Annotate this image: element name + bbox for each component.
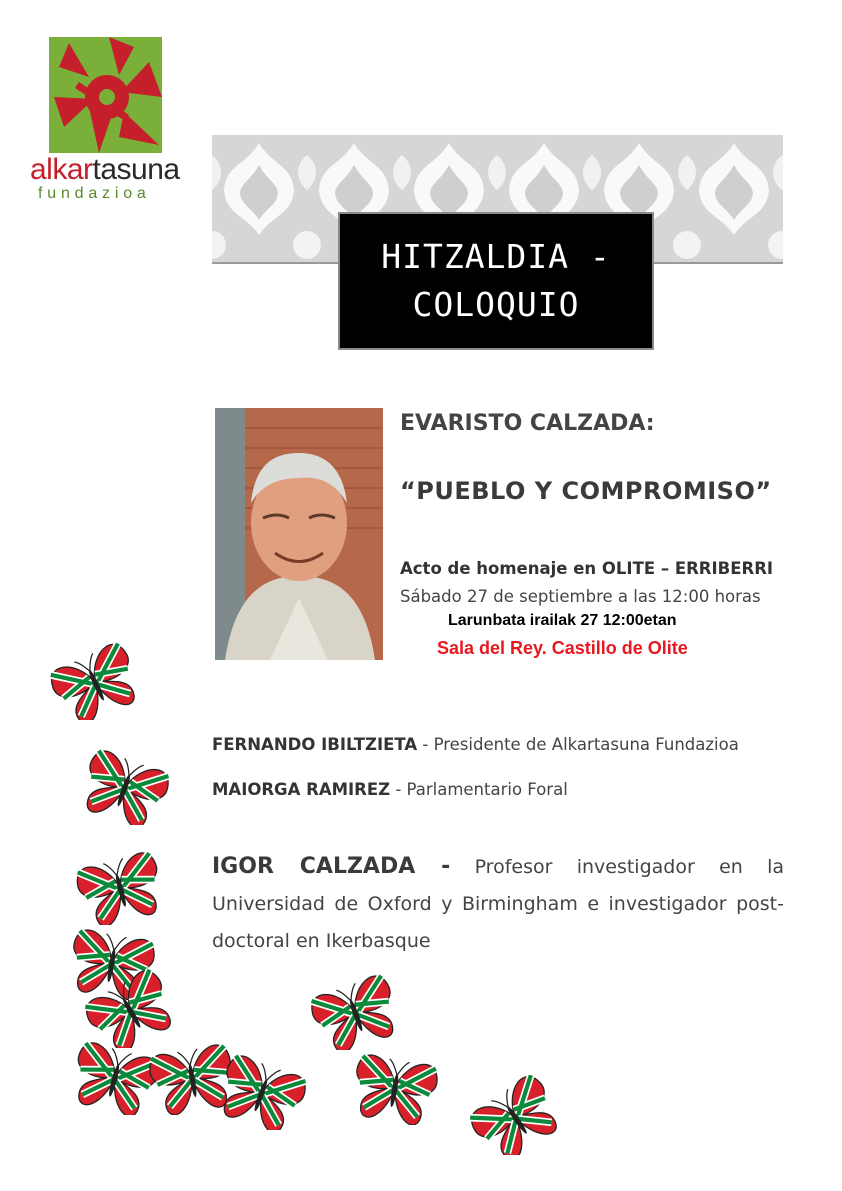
participant-1 <box>212 735 739 754</box>
title-box <box>338 212 654 350</box>
talk-title: “PUEBLO Y COMPROMISO” <box>400 477 772 505</box>
logo-word-part2: tasuna <box>92 153 180 186</box>
logo-emblem <box>49 37 162 153</box>
event-date-eu: Larunbata irailak 27 12:00etan <box>448 612 677 629</box>
butterfly-icon <box>75 745 175 825</box>
speaker-name: EVARISTO CALZADA: <box>400 411 655 436</box>
participant-3 <box>212 848 784 960</box>
participant-name: FERNANDO IBILTZIETA <box>212 735 418 754</box>
title-line1: HITZALDIA - <box>381 237 611 276</box>
event-date-es: Sábado 27 de septiembre a las 12:00 horas <box>400 587 761 606</box>
logo-wordmark <box>30 155 180 185</box>
butterfly-icon <box>45 640 145 720</box>
logo-word-part1: alkar <box>30 153 93 186</box>
butterfly-icon <box>465 1075 565 1155</box>
title-line2: COLOQUIO <box>412 285 580 324</box>
event-venue: Sala del Rey. Castillo de Olite <box>437 638 688 658</box>
butterfly-icon <box>212 1050 312 1130</box>
speaker-photo <box>215 408 383 660</box>
butterfly-icon <box>305 970 405 1050</box>
butterfly-icon <box>70 845 170 925</box>
butterfly-icon <box>345 1045 445 1125</box>
logo-subtitle: fundazioa <box>38 185 151 202</box>
event-description: Acto de homenaje en OLITE – ERRIBERRI <box>400 559 774 578</box>
participant-role: - Parlamentario Foral <box>390 780 568 799</box>
participant-name: IGOR CALZADA - <box>212 854 451 879</box>
participant-2 <box>212 780 568 799</box>
participant-role: Profesor investigador en la Universidad de Oxford y Birmingham e investigador post-doctoral en Ikerbasque <box>212 856 784 952</box>
participant-role: - Presidente de Alkartasuna Fundazioa <box>417 735 739 754</box>
participant-name: MAIORGA RAMIREZ <box>212 780 391 799</box>
